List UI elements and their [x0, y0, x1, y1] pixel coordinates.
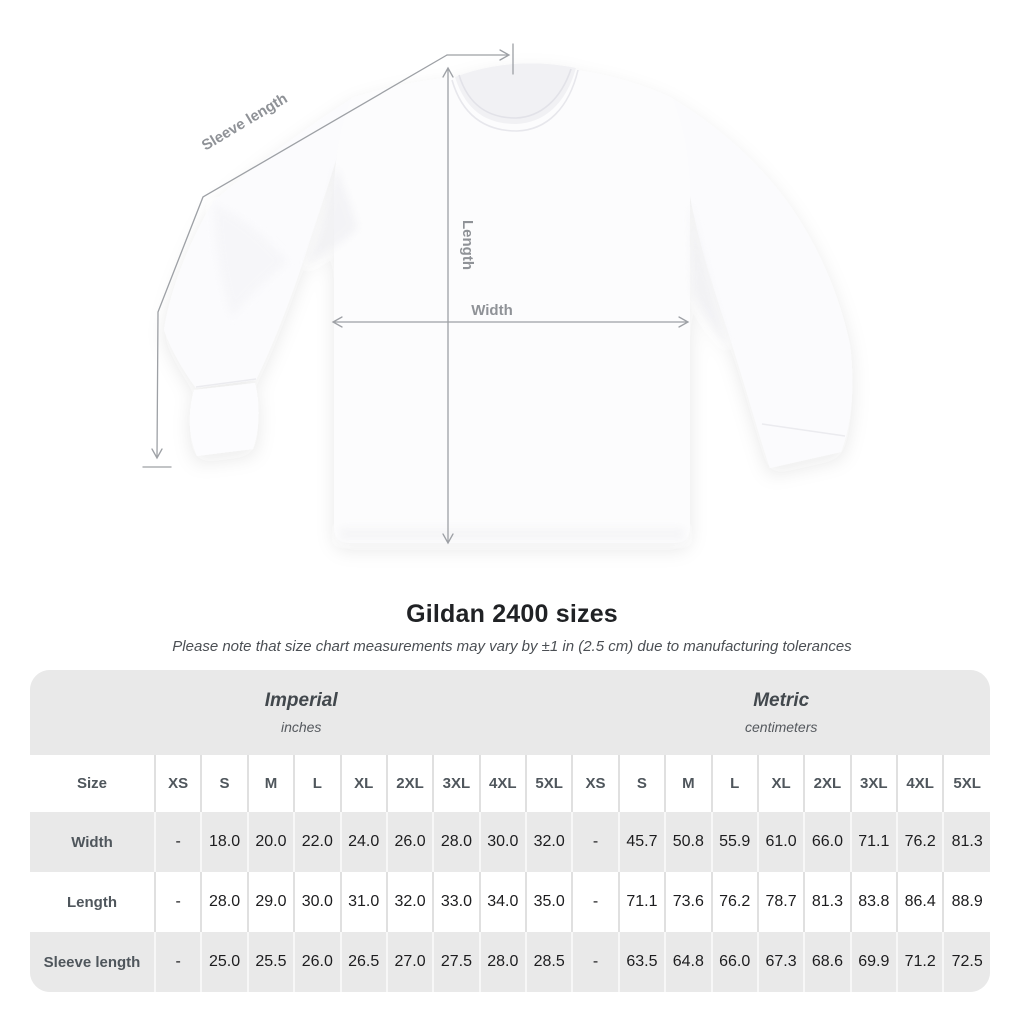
cell-sleeve-length-m-metric: 64.8 [665, 932, 711, 992]
cell-width-l-metric: 55.9 [712, 812, 758, 872]
cell-sleeve-length-4xl-imperial: 28.0 [480, 932, 526, 992]
cell-width-xs-metric: - [572, 812, 618, 872]
cell-sleeve-length-xs-imperial: - [155, 932, 201, 992]
cell-sleeve-length-l-metric: 66.0 [712, 932, 758, 992]
unit-group-metric [572, 670, 990, 755]
cell-length-xl-imperial: 31.0 [341, 872, 387, 932]
cell-length-4xl-imperial: 34.0 [480, 872, 526, 932]
size-table-container [30, 670, 990, 992]
cell-width-5xl-metric: 81.3 [943, 812, 990, 872]
row-sleeve-length [30, 932, 990, 992]
cell-length-l-imperial: 30.0 [294, 872, 340, 932]
unit-header-row [30, 670, 990, 755]
cell-width-2xl-imperial: 26.0 [387, 812, 433, 872]
col-header-4xl-metric: 4XL [897, 755, 943, 812]
col-header-m-metric: M [665, 755, 711, 812]
cell-length-m-metric: 73.6 [665, 872, 711, 932]
col-header-5xl-imperial: 5XL [526, 755, 572, 812]
shirt-left-cuff [190, 383, 259, 456]
unit-group-label-metric: Metric [753, 690, 810, 711]
page-title: Gildan 2400 sizes [406, 600, 618, 628]
cell-length-3xl-imperial: 33.0 [433, 872, 479, 932]
unit-group-sublabel-metric: centimeters [745, 719, 818, 735]
col-header-xl-metric: XL [758, 755, 804, 812]
size-header-row [30, 755, 990, 812]
title-block [0, 600, 1024, 655]
cell-length-5xl-metric: 88.9 [943, 872, 990, 932]
col-header-s-metric: S [619, 755, 665, 812]
col-header-s-imperial: S [201, 755, 247, 812]
cell-sleeve-length-2xl-metric: 68.6 [804, 932, 850, 992]
cell-width-s-metric: 45.7 [619, 812, 665, 872]
cell-length-xl-metric: 78.7 [758, 872, 804, 932]
cell-sleeve-length-xl-metric: 67.3 [758, 932, 804, 992]
col-header-2xl-metric: 2XL [804, 755, 850, 812]
cell-width-5xl-imperial: 32.0 [526, 812, 572, 872]
unit-group-imperial [30, 670, 572, 755]
cell-width-4xl-imperial: 30.0 [480, 812, 526, 872]
cell-sleeve-length-l-imperial: 26.0 [294, 932, 340, 992]
size-column-header: Size [30, 755, 155, 812]
row-length [30, 872, 990, 932]
col-header-xs-metric: XS [572, 755, 618, 812]
cell-sleeve-length-3xl-metric: 69.9 [851, 932, 897, 992]
col-header-l-metric: L [712, 755, 758, 812]
cell-sleeve-length-5xl-metric: 72.5 [943, 932, 990, 992]
length-label: Length [459, 220, 476, 270]
cell-sleeve-length-s-metric: 63.5 [619, 932, 665, 992]
cell-width-3xl-imperial: 28.0 [433, 812, 479, 872]
unit-group-label-imperial: Imperial [264, 690, 338, 711]
cell-width-l-imperial: 22.0 [294, 812, 340, 872]
col-header-xl-imperial: XL [341, 755, 387, 812]
cell-width-s-imperial: 18.0 [201, 812, 247, 872]
cell-sleeve-length-2xl-imperial: 27.0 [387, 932, 433, 992]
cell-sleeve-length-xs-metric: - [572, 932, 618, 992]
cell-length-3xl-metric: 83.8 [851, 872, 897, 932]
col-header-3xl-metric: 3XL [851, 755, 897, 812]
col-header-2xl-imperial: 2XL [387, 755, 433, 812]
col-header-xs-imperial: XS [155, 755, 201, 812]
cell-length-4xl-metric: 86.4 [897, 872, 943, 932]
cell-length-xs-imperial: - [155, 872, 201, 932]
cell-length-xs-metric: - [572, 872, 618, 932]
cell-sleeve-length-4xl-metric: 71.2 [897, 932, 943, 992]
cell-length-2xl-metric: 81.3 [804, 872, 850, 932]
cell-length-m-imperial: 29.0 [248, 872, 294, 932]
unit-group-sublabel-imperial: inches [280, 719, 322, 735]
cell-length-s-metric: 71.1 [619, 872, 665, 932]
cell-width-xl-metric: 61.0 [758, 812, 804, 872]
row-label-sleeve-length: Sleeve length [30, 932, 155, 992]
cell-width-2xl-metric: 66.0 [804, 812, 850, 872]
cell-sleeve-length-xl-imperial: 26.5 [341, 932, 387, 992]
cell-width-4xl-metric: 76.2 [897, 812, 943, 872]
cell-sleeve-length-5xl-imperial: 28.5 [526, 932, 572, 992]
cell-length-l-metric: 76.2 [712, 872, 758, 932]
row-width [30, 812, 990, 872]
size-table [30, 670, 990, 992]
col-header-m-imperial: M [248, 755, 294, 812]
cell-width-m-metric: 50.8 [665, 812, 711, 872]
cell-width-xl-imperial: 24.0 [341, 812, 387, 872]
sleeve-length-label: Sleeve length [198, 89, 291, 155]
cell-width-xs-imperial: - [155, 812, 201, 872]
cell-sleeve-length-m-imperial: 25.5 [248, 932, 294, 992]
col-header-4xl-imperial: 4XL [480, 755, 526, 812]
cell-length-s-imperial: 28.0 [201, 872, 247, 932]
col-header-l-imperial: L [294, 755, 340, 812]
cell-length-2xl-imperial: 32.0 [387, 872, 433, 932]
cell-sleeve-length-s-imperial: 25.0 [201, 932, 247, 992]
tolerance-note: Please note that size chart measurements may vary by ±1 in (2.5 cm) due to manufacturing tolerances [172, 638, 852, 655]
col-header-5xl-metric: 5XL [943, 755, 990, 812]
cell-sleeve-length-3xl-imperial: 27.5 [433, 932, 479, 992]
row-label-length: Length [30, 872, 155, 932]
col-header-3xl-imperial: 3XL [433, 755, 479, 812]
cell-length-5xl-imperial: 35.0 [526, 872, 572, 932]
width-label: Width [471, 302, 513, 319]
cell-width-3xl-metric: 71.1 [851, 812, 897, 872]
row-label-width: Width [30, 812, 155, 872]
cell-width-m-imperial: 20.0 [248, 812, 294, 872]
